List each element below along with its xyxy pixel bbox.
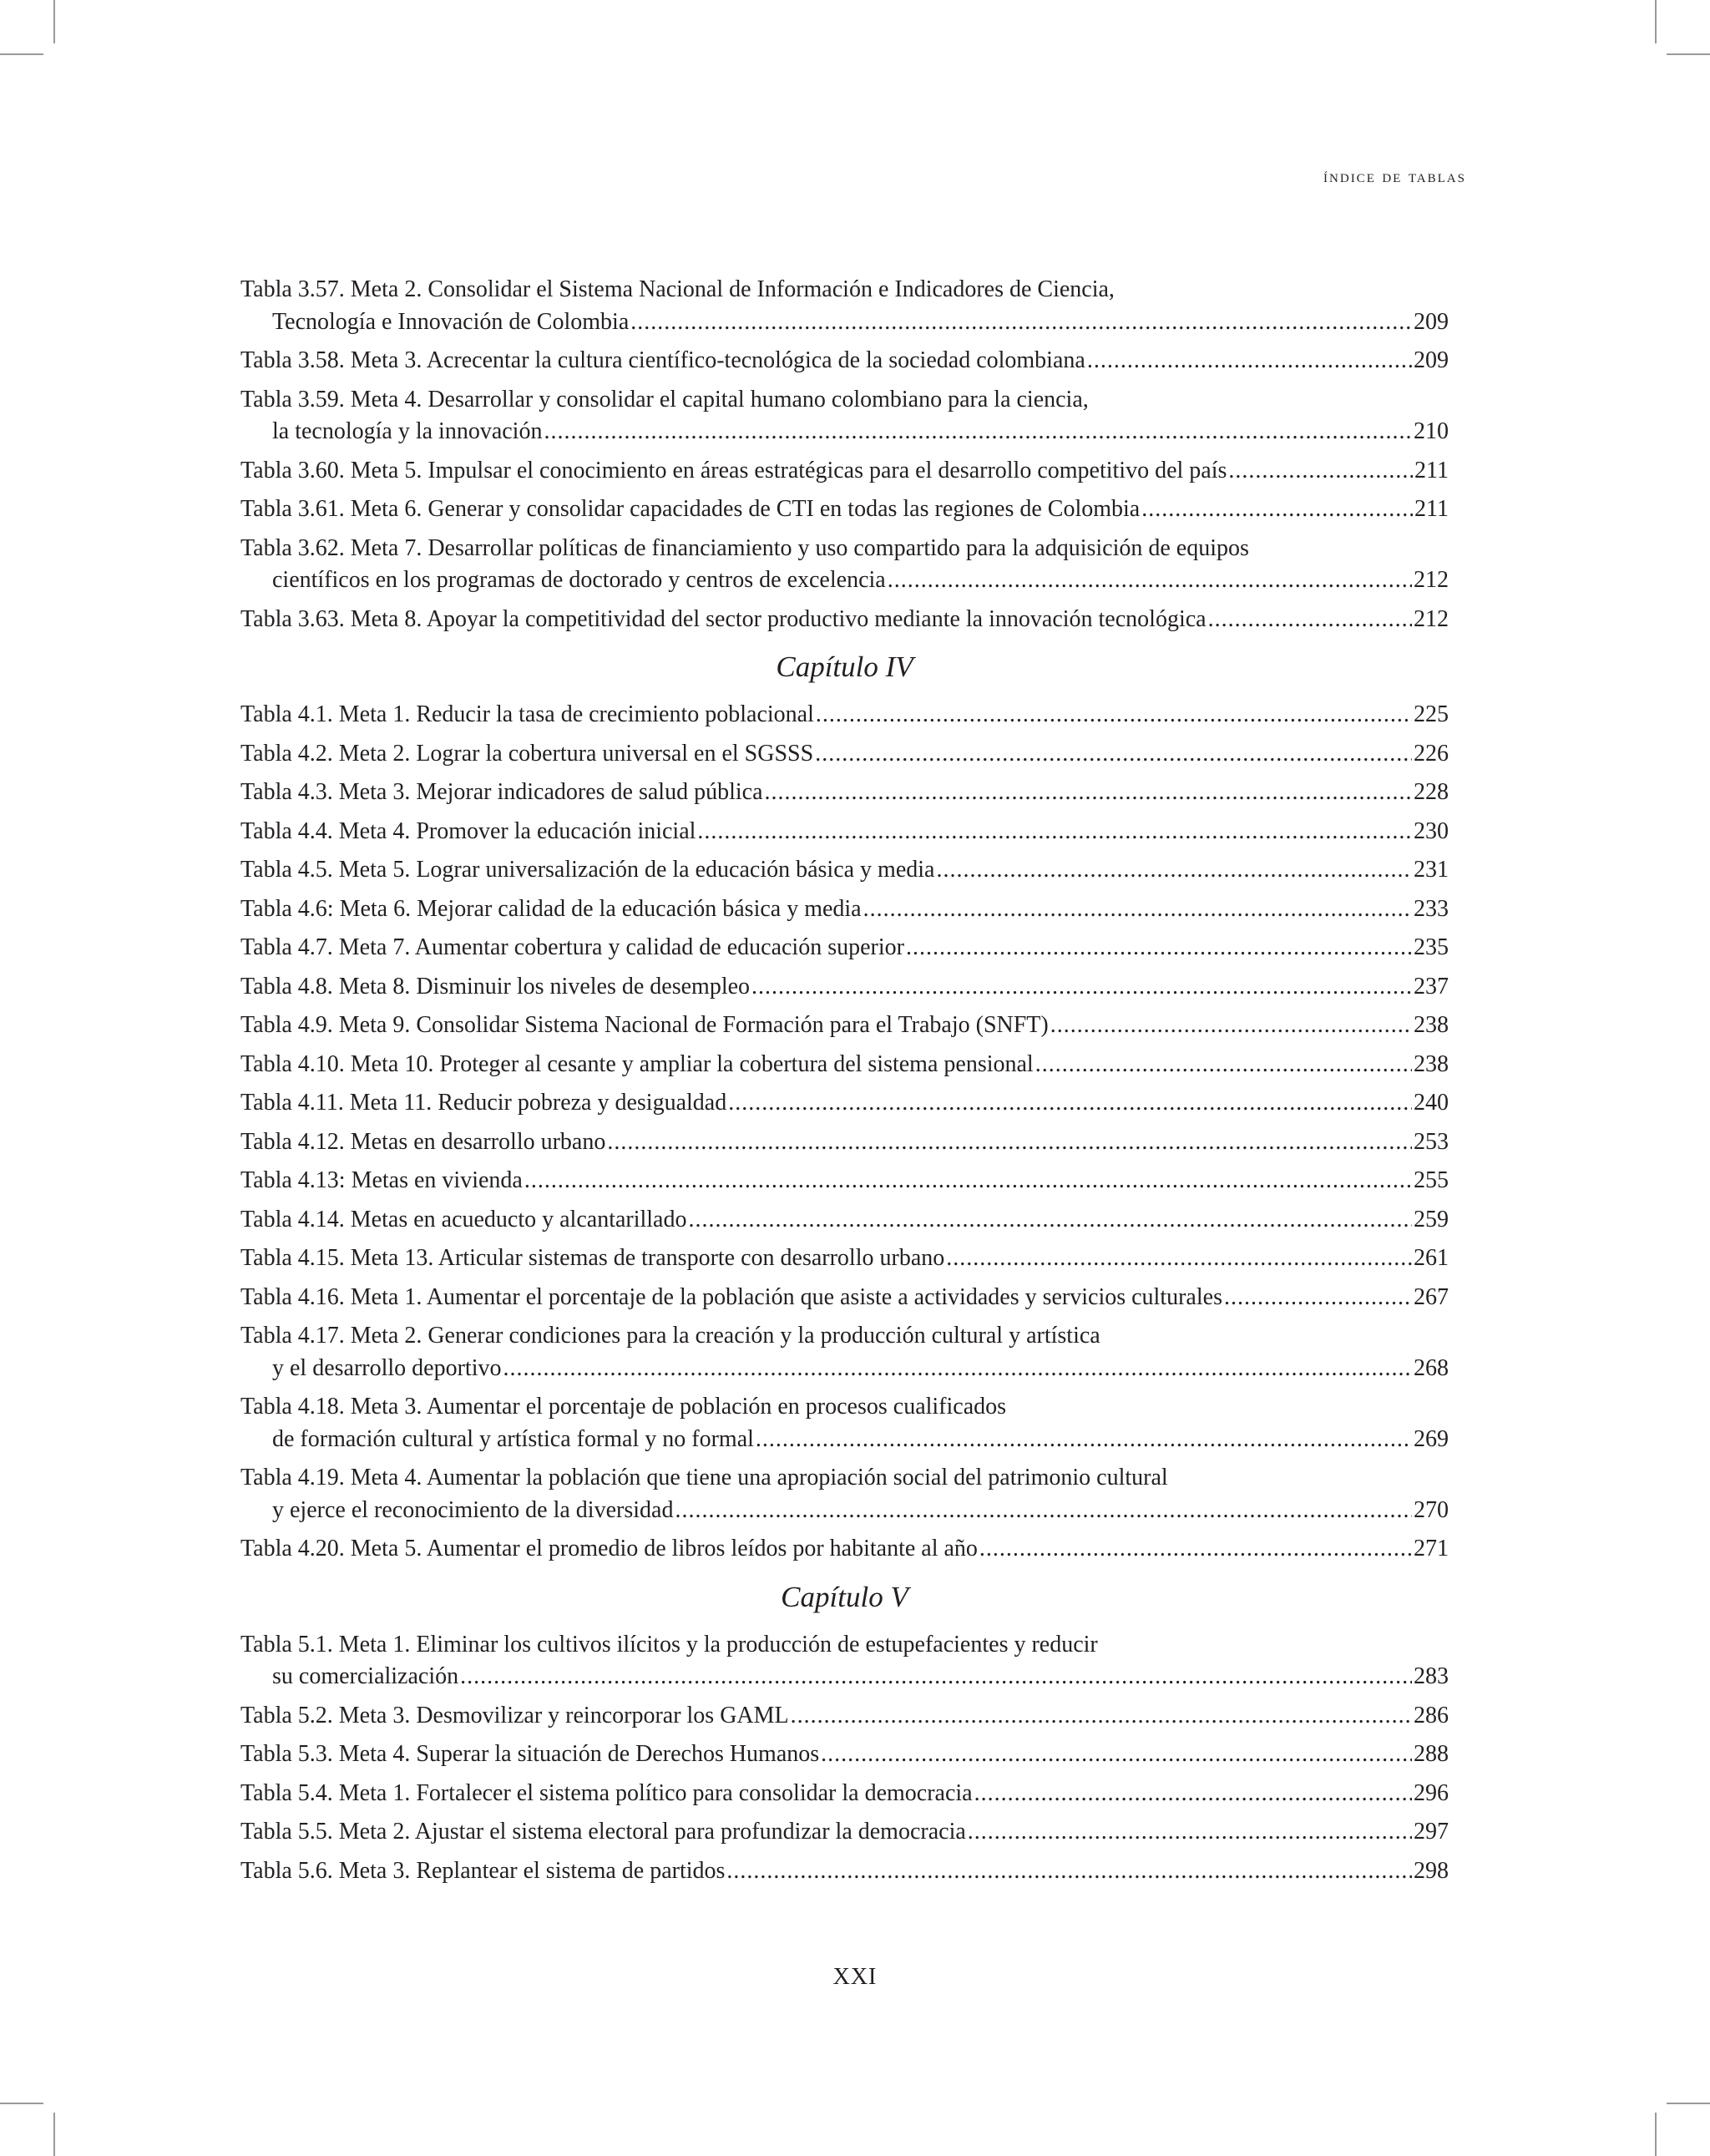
dot-leader: [675, 1495, 1412, 1527]
crop-mark: [1655, 2113, 1657, 2156]
toc-entry-title: Tabla 3.58. Meta 3. Acrecentar la cultura científico-tecnológica de la sociedad colombiana: [240, 347, 1085, 373]
crop-mark: [1655, 0, 1657, 43]
crop-mark: [0, 2103, 43, 2104]
toc-page-number: 225: [1414, 701, 1449, 727]
toc-entry-line: [240, 1391, 1449, 1424]
toc-entry[interactable]: [240, 1087, 1449, 1120]
toc-entry-title: Tabla 4.18. Meta 3. Aumentar el porcentaje de población en procesos cualificados: [240, 1394, 1007, 1420]
toc-entry-line: [240, 564, 1449, 597]
toc-page-number: 209: [1414, 347, 1449, 373]
toc-page-number: 267: [1414, 1283, 1449, 1310]
toc-entry-title: Tabla 4.3. Meta 3. Mejorar indicadores de salud pública: [240, 779, 763, 805]
toc-entry-line: [240, 893, 1449, 926]
toc-entry[interactable]: [240, 274, 1449, 338]
toc-entry[interactable]: [240, 1010, 1449, 1042]
toc-page-number: 271: [1414, 1536, 1449, 1561]
toc-entry[interactable]: [240, 932, 1449, 964]
toc-page-number: 237: [1414, 973, 1449, 1000]
dot-leader: [728, 1087, 1412, 1120]
toc-entry-line: [240, 306, 1449, 339]
toc-entry-title: de formación cultural y artística formal y no formal: [272, 1425, 754, 1452]
toc-entry-title: científicos en los programas de doctorado y centros de excelencia: [272, 567, 886, 593]
dot-leader: [689, 1204, 1413, 1237]
toc-entry[interactable]: [240, 777, 1449, 809]
toc-entry-title: Tabla 4.11. Meta 11. Reducir pobreza y desigualdad: [240, 1090, 727, 1116]
toc-entry-title: Tabla 3.62. Meta 7. Desarrollar políticas de financiamiento y uso compartido para la adquisición de equipos: [240, 534, 1249, 561]
toc-entry-line: [240, 1165, 1449, 1197]
toc-entry-line: [240, 1087, 1449, 1120]
crop-mark: [0, 53, 43, 55]
toc-entry-title: Tabla 5.6. Meta 3. Replantear el sistema de partidos: [240, 1857, 726, 1884]
toc-entry-title: Tabla 3.60. Meta 5. Impulsar el conocimiento en áreas estratégicas para el desarrollo competitivo del país: [240, 457, 1227, 483]
toc-entry-line: [240, 1462, 1449, 1495]
toc-entry[interactable]: [240, 699, 1449, 731]
toc-page-number: 255: [1414, 1167, 1449, 1193]
toc-page-number: 259: [1414, 1206, 1449, 1232]
dot-leader: [1224, 1282, 1412, 1314]
toc-entry[interactable]: [240, 1738, 1449, 1771]
toc-page-number: 286: [1414, 1702, 1449, 1728]
toc-entry-title: Tabla 4.4. Meta 4. Promover la educación inicial: [240, 817, 696, 844]
toc-entry-line: [240, 1629, 1449, 1662]
dot-leader: [815, 738, 1412, 771]
toc-entry[interactable]: [240, 738, 1449, 771]
toc-entry-line: [240, 1204, 1449, 1237]
running-head: índice de tablas: [1323, 165, 1466, 186]
page-number: XXI: [832, 1964, 878, 1990]
toc-entry[interactable]: [240, 455, 1449, 488]
toc-entry[interactable]: [240, 1700, 1449, 1733]
toc-entry-line: [240, 816, 1449, 848]
toc-entry-title: Tabla 4.16. Meta 1. Aumentar el porcentaje de la población que asiste a actividades y servicios culturales: [240, 1283, 1222, 1310]
toc-entry-title: y ejerce el reconocimiento de la diversidad: [272, 1496, 674, 1523]
toc-page-number: 238: [1414, 1012, 1449, 1038]
dot-leader: [1228, 455, 1413, 488]
toc-entry-line: [240, 1661, 1449, 1693]
toc-page-number: 212: [1414, 605, 1449, 632]
toc-entry[interactable]: [240, 1204, 1449, 1237]
crop-mark: [53, 2113, 55, 2156]
toc-entry-line: [240, 971, 1449, 1004]
toc-entry-line: [240, 1282, 1449, 1314]
toc-entry-title: Tabla 4.19. Meta 4. Aumentar la población que tiene una apropiación social del patrimonio cultural: [240, 1465, 1168, 1490]
toc-entry-line: [240, 1855, 1449, 1888]
toc-entry-title: Tabla 3.59. Meta 4. Desarrollar y consolidar el capital humano colombiano para la ciencia,: [240, 386, 1089, 412]
dot-leader: [863, 893, 1412, 926]
dot-leader: [544, 416, 1412, 448]
toc-entry-title: Tecnología e Innovación de Colombia: [272, 308, 630, 335]
toc-entry[interactable]: [240, 384, 1449, 448]
toc-entry-line: [240, 1533, 1449, 1566]
toc-entry-title: Tabla 5.5. Meta 2. Ajustar el sistema electoral para profundizar la democracia: [240, 1819, 966, 1845]
toc-entry-title: Tabla 4.20. Meta 5. Aumentar el promedio de libros leídos por habitante al año: [240, 1536, 978, 1561]
toc-entry-line: [240, 274, 1449, 306]
toc-entry-line: [240, 738, 1449, 771]
toc-entry[interactable]: [240, 533, 1449, 597]
toc-page-number: 296: [1414, 1779, 1449, 1806]
toc-entry[interactable]: [240, 1391, 1449, 1455]
toc-entry-title: Tabla 3.61. Meta 6. Generar y consolidar capacidades de CTI en todas las regiones de Colombia: [240, 496, 1141, 522]
chapter-heading: Capítulo V: [781, 1580, 908, 1613]
toc-entry[interactable]: [240, 1320, 1449, 1384]
toc-entry-line: [240, 1320, 1449, 1353]
dot-leader: [1035, 1049, 1412, 1081]
toc-entry-line: [240, 416, 1449, 448]
table-of-contents: [240, 274, 1449, 1894]
toc-entry-title: Tabla 3.63. Meta 8. Apoyar la competitividad del sector productivo mediante la innovación tecnológica: [240, 605, 1207, 632]
toc-page-number: 235: [1414, 934, 1449, 960]
dot-leader: [974, 1778, 1412, 1810]
toc-page-number: 288: [1414, 1741, 1449, 1767]
toc-page-number: 233: [1414, 895, 1449, 922]
toc-entry-line: [240, 533, 1449, 565]
dot-leader: [607, 1126, 1412, 1159]
toc-page-number: 212: [1414, 567, 1449, 593]
toc-entry-title: Tabla 5.2. Meta 3. Desmovilizar y reincorporar los GAML: [240, 1702, 789, 1728]
toc-entry-title: Tabla 5.4. Meta 1. Fortalecer el sistema político para consolidar la democracia: [240, 1779, 973, 1806]
toc-entry[interactable]: [240, 1462, 1449, 1526]
dot-leader: [1087, 345, 1412, 377]
toc-entry-title: Tabla 4.5. Meta 5. Lograr universalización de la educación básica y media: [240, 857, 935, 883]
toc-page-number: 226: [1414, 740, 1449, 767]
toc-page-number: 210: [1414, 418, 1449, 444]
dot-leader: [1208, 604, 1412, 636]
toc-entry-line: [240, 1495, 1449, 1527]
toc-entry[interactable]: [240, 1533, 1449, 1566]
toc-entry[interactable]: [240, 1282, 1449, 1314]
toc-entry-title: su comercialización: [272, 1663, 459, 1689]
toc-entry-line: [240, 604, 1449, 636]
toc-entry-title: Tabla 4.14. Metas en acueducto y alcantarillado: [240, 1206, 687, 1232]
toc-page-number: 240: [1414, 1090, 1449, 1116]
toc-entry-line: [240, 345, 1449, 377]
toc-entry[interactable]: [240, 1855, 1449, 1888]
dot-leader: [946, 1242, 1412, 1275]
dot-leader: [979, 1533, 1412, 1566]
toc-entry-line: [240, 777, 1449, 809]
toc-entry-line: [240, 1353, 1449, 1385]
toc-entry-line: [240, 1424, 1449, 1456]
toc-entry-line: [240, 455, 1449, 488]
toc-page-number: 228: [1414, 779, 1449, 805]
dot-leader: [888, 564, 1412, 597]
toc-entry-title: Tabla 4.10. Meta 10. Proteger al cesante y ampliar la cobertura del sistema pensional: [240, 1050, 1034, 1077]
dot-leader: [791, 1700, 1412, 1733]
crop-mark: [1667, 2103, 1710, 2104]
toc-entry[interactable]: [240, 345, 1449, 377]
toc-entry-title: Tabla 4.6: Meta 6. Mejorar calidad de la educación básica y media: [240, 895, 862, 922]
toc-entry-line: [240, 699, 1449, 731]
toc-entry-title: Tabla 4.1. Meta 1. Reducir la tasa de crecimiento poblacional: [240, 701, 814, 727]
dot-leader: [756, 1424, 1412, 1456]
dot-leader: [936, 854, 1412, 887]
toc-entry-line: [240, 1778, 1449, 1810]
toc-entry-title: Tabla 4.9. Meta 9. Consolidar Sistema Nacional de Formación para el Trabajo (SNFT): [240, 1012, 1049, 1038]
dot-leader: [1050, 1010, 1412, 1042]
crop-mark: [53, 0, 55, 43]
toc-entry-line: [240, 1126, 1449, 1159]
toc-entry-line: [240, 384, 1449, 417]
crop-mark: [1667, 53, 1710, 55]
toc-entry-line: [240, 1816, 1449, 1849]
toc-entry-title: Tabla 4.13: Metas en vivienda: [240, 1167, 523, 1193]
dot-leader: [751, 971, 1412, 1004]
toc-entry-line: [240, 854, 1449, 887]
toc-entry[interactable]: [240, 893, 1449, 926]
toc-entry-line: [240, 1700, 1449, 1733]
dot-leader: [503, 1353, 1412, 1385]
toc-entry[interactable]: [240, 1126, 1449, 1159]
toc-page-number: 297: [1414, 1819, 1449, 1845]
toc-entry-line: [240, 1242, 1449, 1275]
toc-entry[interactable]: [240, 1629, 1449, 1693]
toc-entry-title: Tabla 4.2. Meta 2. Lograr la cobertura universal en el SGSSS: [240, 740, 814, 767]
toc-entry-line: [240, 1049, 1449, 1081]
dot-leader: [1141, 493, 1413, 526]
dot-leader: [765, 777, 1412, 809]
toc-entry-line: [240, 1010, 1449, 1042]
toc-entry-title: Tabla 4.17. Meta 2. Generar condiciones para la creación y la producción cultural y artística: [240, 1323, 1100, 1349]
chapter-heading: Capítulo IV: [776, 650, 913, 683]
dot-leader: [524, 1165, 1412, 1197]
toc-page-number: 230: [1414, 817, 1449, 844]
dot-leader: [968, 1816, 1412, 1849]
toc-entry[interactable]: [240, 854, 1449, 887]
dot-leader: [697, 816, 1412, 848]
dot-leader: [906, 932, 1412, 964]
toc-entry-title: Tabla 3.57. Meta 2. Consolidar el Sistema Nacional de Información e Indicadores de Ciencia,: [240, 276, 1115, 302]
toc-entry-title: la tecnología y la innovación: [272, 418, 543, 444]
toc-entry-line: [240, 932, 1449, 964]
toc-entry-title: Tabla 4.8. Meta 8. Disminuir los niveles de desempleo: [240, 973, 751, 1000]
toc-entry[interactable]: [240, 493, 1449, 526]
toc-page-number: 209: [1414, 308, 1449, 335]
toc-entry-line: [240, 1738, 1449, 1771]
toc-entry[interactable]: [240, 816, 1449, 848]
toc-entry-title: Tabla 4.15. Meta 13. Articular sistemas de transporte con desarrollo urbano: [240, 1245, 945, 1271]
toc-page-number: 231: [1414, 857, 1449, 883]
toc-entry[interactable]: [240, 1816, 1449, 1849]
toc-entry[interactable]: [240, 971, 1449, 1004]
toc-page-number: 211: [1414, 496, 1449, 522]
dot-leader: [630, 306, 1412, 339]
toc-entry[interactable]: [240, 1242, 1449, 1275]
toc-page-number: 268: [1414, 1354, 1449, 1381]
toc-entry[interactable]: [240, 604, 1449, 636]
toc-page-number: 270: [1414, 1496, 1449, 1523]
toc-entry[interactable]: [240, 1049, 1449, 1081]
toc-entry-line: [240, 493, 1449, 526]
toc-entry-title: Tabla 5.3. Meta 4. Superar la situación de Derechos Humanos: [240, 1741, 820, 1767]
toc-entry-title: Tabla 4.7. Meta 7. Aumentar cobertura y calidad de educación superior: [240, 934, 904, 960]
dot-leader: [460, 1661, 1412, 1693]
toc-page-number: 253: [1414, 1128, 1449, 1155]
toc-page-number: 283: [1414, 1663, 1449, 1689]
toc-entry-title: Tabla 4.12. Metas en desarrollo urbano: [240, 1128, 606, 1155]
toc-entry[interactable]: [240, 1778, 1449, 1810]
toc-page-number: 298: [1414, 1857, 1449, 1884]
toc-entry[interactable]: [240, 1165, 1449, 1197]
dot-leader: [816, 699, 1412, 731]
toc-entry-title: y el desarrollo deportivo: [272, 1354, 502, 1381]
dot-leader: [821, 1738, 1412, 1771]
dot-leader: [726, 1855, 1412, 1888]
toc-page-number: 238: [1414, 1050, 1449, 1077]
toc-entry-title: Tabla 5.1. Meta 1. Eliminar los cultivos ilícitos y la producción de estupefacientes y reducir: [240, 1631, 1098, 1657]
toc-page-number: 261: [1414, 1245, 1449, 1271]
toc-page-number: 211: [1414, 457, 1449, 483]
toc-page-number: 269: [1414, 1425, 1449, 1452]
